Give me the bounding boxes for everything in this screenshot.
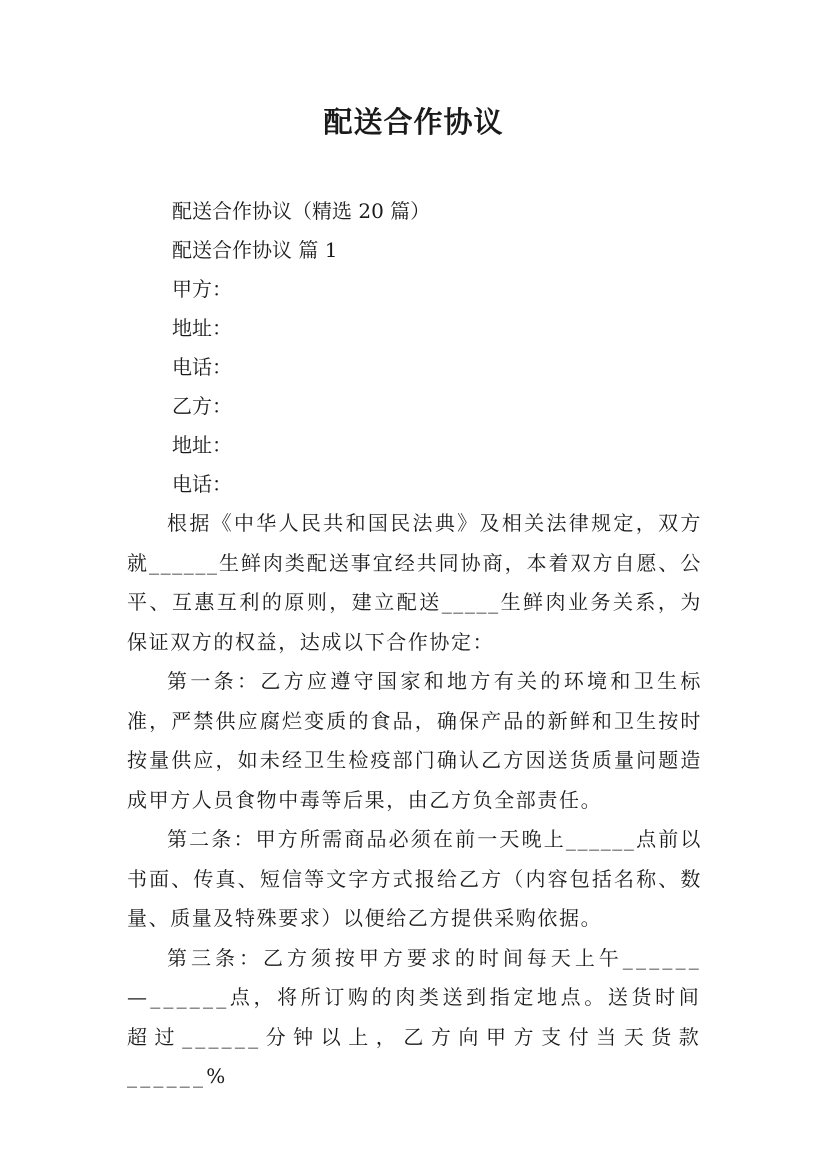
document-body [127, 192, 702, 1097]
document-title: 配送合作协议 [323, 105, 504, 139]
paragraph-preamble: 根据《中华人民共和国民法典》及相关法律规定，双方就______生鲜肉类配送事宜经共同协商，本着双方自愿、公平、互惠互利的原则，建立配送_____生鲜肉业务关系，为保证双方的权益，达成以下合作协定： [127, 511, 702, 654]
party-b-label: 乙方： [172, 394, 232, 418]
party-a-address-label: 地址： [172, 316, 232, 340]
paragraph-article-1: 第一条：乙方应遵守国家和地方有关的环境和卫生标准，严禁供应腐烂变质的食品，确保产品的新鲜和卫生按时按量供应，如未经卫生检疫部门确认乙方因送货质量问题造成甲方人员食物中毒等后果，由乙方负全部责任。 [127, 669, 702, 812]
party-b-address-label: 地址： [172, 433, 232, 457]
party-a-phone-label: 电话： [172, 355, 232, 379]
party-b-phone-label: 电话： [172, 472, 232, 496]
paragraph-article-3: 第三条：乙方须按甲方要求的时间每天上午______—______点，将所订购的肉类送到指定地点。送货时间超过______分钟以上，乙方向甲方支付当天货款______% [127, 945, 702, 1088]
subtitle-line: 配送合作协议（精选 20 篇） [172, 199, 431, 223]
section-heading: 配送合作协议 篇 1 [172, 238, 338, 262]
party-a-label: 甲方： [172, 277, 232, 301]
paragraph-article-2: 第二条：甲方所需商品必须在前一天晚上______点前以书面、传真、短信等文字方式报给乙方（内容包括名称、数量、质量及特殊要求）以便给乙方提供采购依据。 [127, 827, 702, 930]
